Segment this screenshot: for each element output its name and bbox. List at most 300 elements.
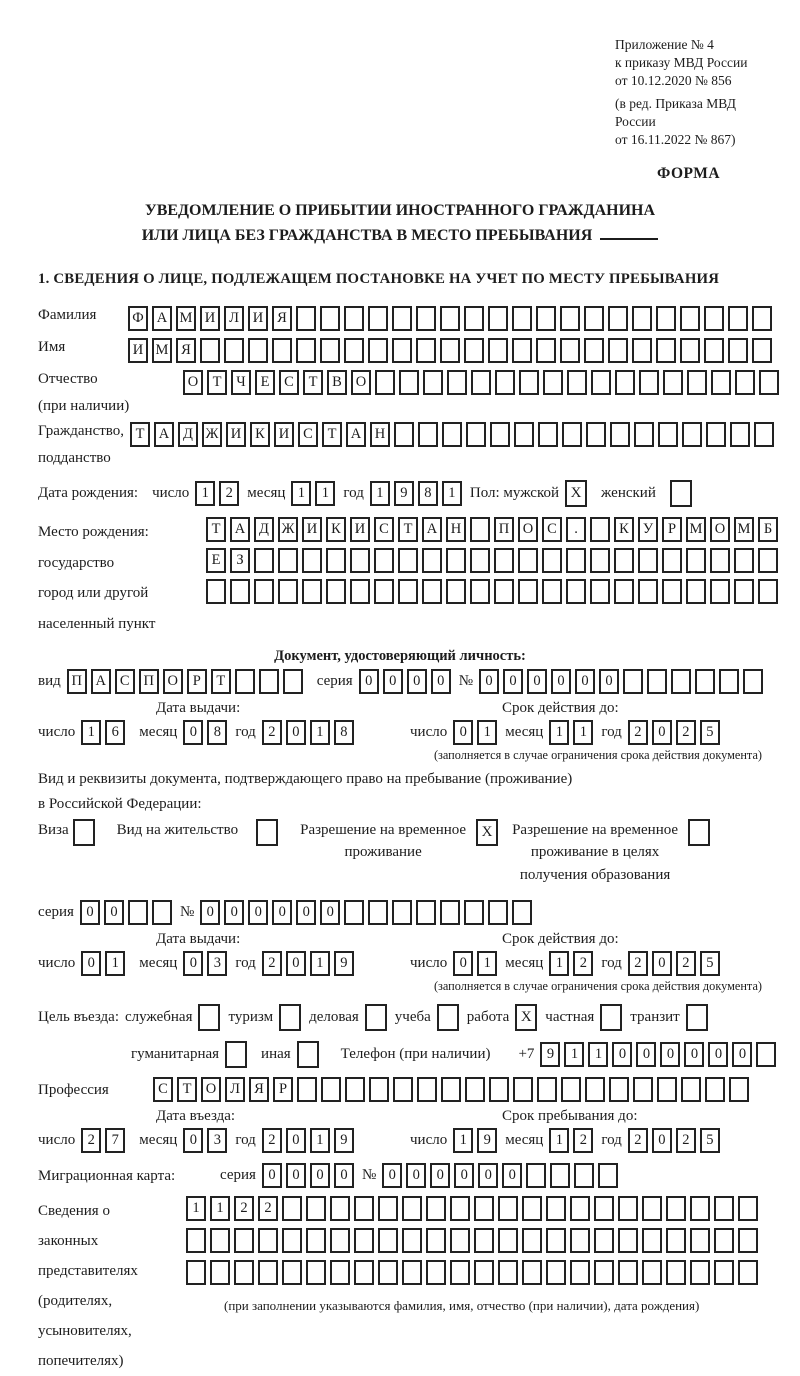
char-cell [297,1077,317,1102]
char-cell [330,1228,350,1253]
char-cell [738,1260,758,1285]
char-cell: Т [207,370,227,395]
purpose-tourism-checkbox [279,1004,301,1031]
char-cell: 0 [81,951,101,976]
char-cell [498,1228,518,1253]
char-cell: 2 [573,951,593,976]
char-cell [536,306,556,331]
char-cell: 0 [310,1163,330,1188]
char-cell [330,1196,350,1221]
char-cell: И [302,517,322,542]
legal-reps-note: (при заполнении указываются фамилия, имя, отчество (при наличии), дата рождения) [224,1298,700,1314]
char-cell [306,1260,326,1285]
char-cell [210,1228,230,1253]
char-cell [658,422,678,447]
char-cell: С [374,517,394,542]
char-cell [542,579,562,604]
char-cell: 1 [477,951,497,976]
char-cell: Д [254,517,274,542]
char-cell [566,548,586,573]
char-cell [488,900,508,925]
char-cell: Т [303,370,323,395]
char-cell: Т [206,517,226,542]
char-cell: Е [206,548,226,573]
char-cell: 0 [684,1042,704,1067]
char-cell [752,338,772,363]
char-cell: И [226,422,246,447]
char-cell: 3 [207,951,227,976]
char-cell: 5 [700,1128,720,1153]
profession-cells [153,1077,749,1102]
row-surname [38,306,762,331]
char-cell: 0 [453,951,473,976]
char-cell [302,548,322,573]
sex-female-label: женский [601,484,656,501]
char-cell: 0 [183,720,203,745]
temp-residence-checkbox: X [476,819,498,846]
char-cell: 8 [334,720,354,745]
row-migration-card [38,1163,762,1188]
char-cell [752,306,772,331]
char-cell: Н [446,517,466,542]
char-cell [378,1196,398,1221]
form-title [38,199,762,249]
char-cell: М [686,517,706,542]
char-cell: 0 [286,1163,306,1188]
forma-label: ФОРМА [656,165,721,183]
char-cell [423,370,443,395]
char-cell [560,306,580,331]
char-cell [671,669,691,694]
char-cell [614,579,634,604]
iddoc-type-label: вид [38,672,61,689]
char-cell: 1 [315,481,335,506]
char-cell [710,548,730,573]
char-cell: 2 [262,720,282,745]
char-cell [526,1163,546,1188]
char-cell: 9 [334,951,354,976]
char-cell: К [250,422,270,447]
char-cell [594,1260,614,1285]
char-cell: Б [758,517,778,542]
entry-date-row: число 2 7 месяц 0 3 год 2 0 1 9 [38,1128,410,1153]
char-cell [128,900,148,925]
char-cell: Т [322,422,342,447]
char-cell: 0 [224,900,244,925]
char-cell [657,1077,677,1102]
char-cell: 7 [105,1128,125,1153]
char-cell: 2 [234,1196,254,1221]
iddoc-issue-label: Дата выдачи: [156,699,241,716]
char-cell [754,422,774,447]
char-cell [610,422,630,447]
resdoc-option-residence-permit: Вид на жительство [117,819,278,846]
char-cell [729,1077,749,1102]
char-cell: 2 [676,1128,696,1153]
char-cell [546,1228,566,1253]
birth-year-cells [370,481,462,506]
char-cell: А [91,669,111,694]
char-cell [618,1260,638,1285]
char-cell [522,1260,542,1285]
birth-month-cells [291,481,335,506]
migration-series-label: серия [220,1167,256,1184]
char-cell [489,1077,509,1102]
phone-prefix: +7 [518,1046,535,1063]
char-cell [728,306,748,331]
char-cell [512,900,532,925]
appendix-line: к приказу МВД России [615,55,748,71]
char-cell: Я [272,306,292,331]
char-cell: С [115,669,135,694]
char-cell [344,306,364,331]
char-cell: Н [370,422,390,447]
char-cell: Т [130,422,150,447]
char-cell [608,306,628,331]
resdoc-issue-year [262,951,354,976]
char-cell: 0 [453,720,473,745]
char-cell [711,370,731,395]
char-cell [186,1260,206,1285]
char-cell: С [153,1077,173,1102]
char-cell [474,1196,494,1221]
char-cell: 0 [652,951,672,976]
char-cell [446,548,466,573]
char-cell [354,1196,374,1221]
year-label: год [343,484,364,501]
resdoc-dates [38,931,762,976]
stay-until-col [410,1108,762,1153]
char-cell [230,579,250,604]
char-cell [345,1077,365,1102]
char-cell: О [163,669,183,694]
purpose-study-checkbox [437,1004,459,1031]
char-cell [518,548,538,573]
char-cell: 5 [700,951,720,976]
resdoc-line2: в Российской Федерации: [38,795,202,812]
char-cell [704,306,724,331]
char-cell [566,579,586,604]
char-cell: 5 [700,720,720,745]
resdoc-series-label: серия [38,904,74,921]
iddoc-note: (заполняется в случае ограничения срока действия документа) [433,747,762,762]
char-cell [326,548,346,573]
char-cell: 0 [430,1163,450,1188]
char-cell: 0 [636,1042,656,1067]
char-cell [584,306,604,331]
char-cell: 1 [186,1196,206,1221]
row-birthplace [38,517,773,640]
char-cell: 0 [320,900,340,925]
char-cell [375,370,395,395]
char-cell [574,1163,594,1188]
char-cell: 0 [248,900,268,925]
char-cell [609,1077,629,1102]
char-cell [638,579,658,604]
char-cell [369,1077,389,1102]
surname-label: Фамилия [38,306,97,323]
male-checkbox: X [565,480,587,507]
char-cell [687,370,707,395]
char-cell: И [350,517,370,542]
char-cell [756,1042,776,1067]
resdoc-issue-row: число 0 1 месяц 0 3 год 2 0 1 9 [38,951,410,976]
char-cell [320,306,340,331]
char-cell [426,1260,446,1285]
section1-title: 1. СВЕДЕНИЯ О ЛИЦЕ, ПОДЛЕЖАЩЕМ ПОСТАНОВКЕ НА УЧЕТ ПО МЕСТУ ПРЕБЫВАНИЯ [38,270,720,287]
char-cell [296,306,316,331]
char-cell: 0 [454,1163,474,1188]
char-cell: Р [187,669,207,694]
char-cell [590,548,610,573]
char-cell [642,1196,662,1221]
char-cell [663,370,683,395]
char-cell: 2 [262,1128,282,1153]
char-cell: 2 [676,720,696,745]
char-cell [200,338,220,363]
char-cell [368,306,388,331]
entry-day [81,1128,125,1153]
char-cell: 1 [291,481,311,506]
char-cell [710,579,730,604]
char-cell [639,370,659,395]
char-cell: И [200,306,220,331]
char-cell [206,579,226,604]
char-cell [758,548,778,573]
row-legal-reps [38,1196,762,1376]
char-cell [536,338,556,363]
char-cell [258,1260,278,1285]
birthdate-label: Дата рождения: [38,484,139,501]
char-cell: 0 [652,1128,672,1153]
iddoc-type-cells [67,669,303,694]
char-cell [598,1163,618,1188]
char-cell: 0 [104,900,124,925]
char-cell [354,1260,374,1285]
char-cell [282,1196,302,1221]
birthplace-label: Место рождения: государство город или другой населенный пункт [38,523,156,633]
char-cell: 1 [310,951,330,976]
iddoc-issue-row: число 1 6 месяц 0 8 год 2 0 1 8 [38,720,410,745]
char-cell: 6 [105,720,125,745]
char-cell [590,517,610,542]
until-year [628,1128,720,1153]
iddoc-valid-month [549,720,593,745]
title-underline [600,224,658,240]
char-cell [418,422,438,447]
row-birthdate [38,480,762,507]
profession-label: Профессия [38,1081,109,1098]
resdoc-option-temp-residence-edu: Разрешение на временное проживание в целях получения образования [512,819,710,887]
char-cell: 2 [628,1128,648,1153]
char-cell: 9 [394,481,414,506]
char-cell [392,900,412,925]
appendix-line: Приложение № 4 [615,37,714,52]
char-cell: 1 [549,720,569,745]
char-cell: 0 [575,669,595,694]
char-cell: 9 [477,1128,497,1153]
char-cell: 2 [219,481,239,506]
char-cell: Д [178,422,198,447]
char-cell [590,579,610,604]
resdoc-valid-year [628,951,720,976]
char-cell [614,548,634,573]
char-cell: Р [662,517,682,542]
iddoc-issue-month [183,720,227,745]
char-cell: 0 [732,1042,752,1067]
char-cell: . [566,517,586,542]
char-cell [426,1228,446,1253]
char-cell: Т [398,517,418,542]
entry-year [262,1128,354,1153]
char-cell: 0 [359,669,379,694]
entry-month [183,1128,227,1153]
char-cell: 0 [296,900,316,925]
iddoc-valid-day [453,720,497,745]
char-cell: 0 [502,1163,522,1188]
char-cell: Р [273,1077,293,1102]
char-cell [278,548,298,573]
iddoc-issue-col [38,700,410,745]
char-cell [488,338,508,363]
char-cell [656,306,676,331]
char-cell: Ж [278,517,298,542]
char-cell: 0 [479,669,499,694]
char-cell [450,1228,470,1253]
char-cell: 0 [407,669,427,694]
resdoc-line1: Вид и реквизиты документа, подтверждающего право на пребывание (проживание) [38,770,573,787]
residence-permit-checkbox [256,819,278,846]
char-cell [302,579,322,604]
char-cell [634,422,654,447]
char-cell: Ф [128,306,148,331]
char-cell: 8 [207,720,227,745]
resdoc-valid-col [410,931,762,976]
char-cell: А [230,517,250,542]
migration-series-cells [262,1163,354,1188]
char-cell: 0 [708,1042,728,1067]
char-cell: В [327,370,347,395]
char-cell [466,422,486,447]
migration-number-label: № [361,1167,377,1184]
char-cell: М [176,306,196,331]
char-cell [416,338,436,363]
char-cell [638,548,658,573]
migration-number-cells [382,1163,618,1188]
appendix-line: от 10.12.2020 № 856 [615,73,732,89]
resdoc-issue-label: Дата выдачи: [156,931,241,948]
char-cell [464,306,484,331]
revision-line: от 16.11.2022 № 867) [615,132,736,148]
char-cell [542,548,562,573]
char-cell: 2 [258,1196,278,1221]
row-purpose2: гуманитарная иная Телефон (при наличии) +7 9 1 1 0 0 0 0 0 0 [38,1041,762,1068]
char-cell [662,548,682,573]
char-cell: 0 [382,1163,402,1188]
char-cell [735,370,755,395]
appendix-block [615,36,762,149]
char-cell: 2 [676,951,696,976]
char-cell [550,1163,570,1188]
char-cell: М [152,338,172,363]
char-cell: 2 [573,1128,593,1153]
char-cell: О [710,517,730,542]
char-cell [368,338,388,363]
char-cell: Ж [202,422,222,447]
char-cell [330,1260,350,1285]
char-cell [567,370,587,395]
char-cell [586,422,606,447]
temp-residence-edu-checkbox [688,819,710,846]
row-profession [38,1077,762,1102]
iddoc-valid-year [628,720,720,745]
char-cell: У [638,517,658,542]
char-cell [642,1228,662,1253]
char-cell [470,548,490,573]
char-cell: 1 [210,1196,230,1221]
char-cell: 9 [334,1128,354,1153]
migration-label: Миграционная карта: [38,1167,176,1184]
char-cell: 0 [503,669,523,694]
char-cell: П [67,669,87,694]
char-cell [681,1077,701,1102]
char-cell: 0 [383,669,403,694]
char-cell: О [201,1077,221,1102]
char-cell: 1 [549,1128,569,1153]
char-cell [494,548,514,573]
char-cell [490,422,510,447]
char-cell [320,338,340,363]
char-cell [690,1260,710,1285]
char-cell [344,338,364,363]
char-cell [758,579,778,604]
char-cell [734,548,754,573]
char-cell [686,579,706,604]
char-cell [632,338,652,363]
char-cell [258,1228,278,1253]
char-cell: Т [177,1077,197,1102]
char-cell: 1 [588,1042,608,1067]
char-cell: 0 [286,720,306,745]
char-cell: С [542,517,562,542]
legal-reps-label: Сведения о законных представителях (родителях, усыновителях, попечителях) [38,1203,138,1370]
char-cell: 0 [406,1163,426,1188]
firstname-cells [128,338,772,363]
resdoc-valid-month [549,951,593,976]
until-month [549,1128,593,1153]
char-cell [570,1228,590,1253]
iddoc-series-cells [359,669,451,694]
char-cell [513,1077,533,1102]
char-cell: 0 [200,900,220,925]
firstname-label: Имя [38,338,66,355]
char-cell: К [614,517,634,542]
row-purpose1: Цель въезда: служебная туризм деловая учеба работа X частная транзит [38,1004,762,1031]
char-cell [426,1196,446,1221]
until-day [453,1128,497,1153]
char-cell: 0 [183,951,203,976]
char-cell: 0 [660,1042,680,1067]
char-cell [633,1077,653,1102]
char-cell [283,669,303,694]
char-cell [642,1260,662,1285]
citizenship-cells [130,422,774,447]
char-cell [512,338,532,363]
resdoc-issue-day [81,951,125,976]
char-cell [682,422,702,447]
char-cell [474,1228,494,1253]
char-cell: Л [224,306,244,331]
